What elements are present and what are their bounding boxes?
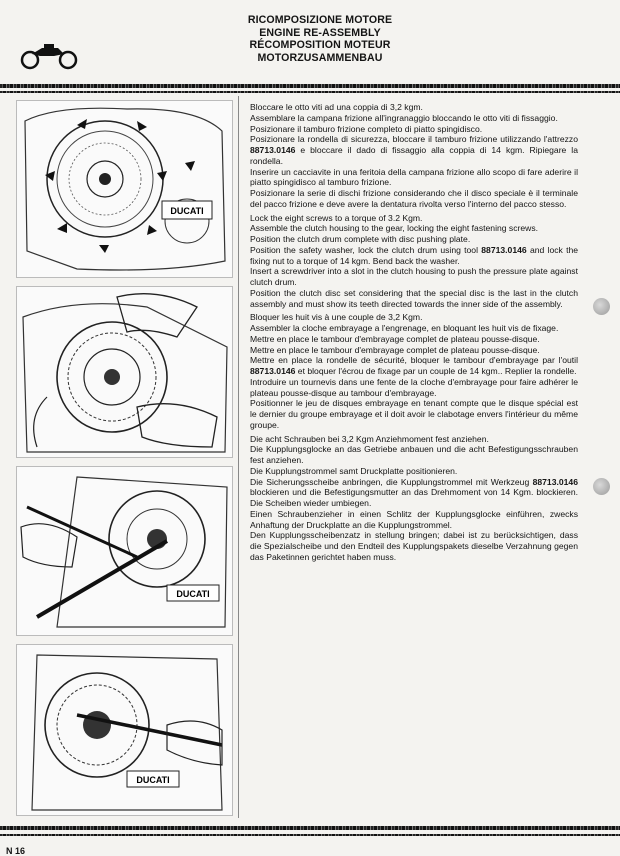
- figure-1-brand-label: DUCATI: [170, 206, 204, 216]
- tool-number: 88713.0146: [250, 145, 296, 155]
- motorcycle-logo: [18, 40, 80, 70]
- figure-clutch-housing-screws: [16, 100, 233, 278]
- de-line-1: Die acht Schrauben bei 3,2 Kgm Anziehmoment fest anziehen.: [250, 433, 489, 444]
- binder-hole: [593, 298, 610, 315]
- it-line-4: Posizionare la rondella di sicurezza, bloccare il tamburo frizione utilizzando l'attrezzo 88713.0146 e bloccare il dado di fissaggio alla coppia di 14 kgm. Ripiegare la rondella.: [250, 134, 579, 166]
- fr-line-4: Mettre en place le tambour d'embrayage complet de plateau pousse-disque.: [250, 344, 540, 355]
- section-german: [250, 434, 578, 563]
- de-line-2: Die Kupplungsglocke an das Getriebe anbauen und die acht Befestigungsschrauben fest anziehen.: [250, 444, 578, 465]
- page-number: N 16: [6, 846, 26, 856]
- section-french: [250, 312, 578, 430]
- en-line-5: Insert a screwdriver into a slot in the clutch housing to push the pressure plate against clutch drum.: [250, 266, 578, 287]
- it-line-2: Assemblare la campana frizione all'ingranaggio bloccando le otto viti di fissaggio.: [250, 112, 558, 123]
- footer-rule-thin: [0, 834, 620, 836]
- de-line-4: Die Sicherungsscheibe anbringen, die Kupplungstrommel mit Werkzeug 88713.0146 blockieren und die Befestigungsmutter an das Drehmoment von 14 Kgm. blockieren. Die Scheiben wieder umbiegen.: [250, 476, 578, 508]
- title-english: ENGINE RE-ASSEMBLY: [259, 26, 381, 39]
- en-line-2: Assemble the clutch housing to the gear, locking the eight fastening screws.: [250, 223, 539, 234]
- de-line-6: Den Kupplungsscheibenzatz in stellung bringen; dabei ist zu berücksichtigen, dass die Spezialscheibe und den Endteil des Kupplungspakets dieselbe Verzahnung gegen das Paketinnen gerichtet haben muss.: [250, 530, 578, 562]
- it-line-6: Posizionare la serie di dischi frizione considerando che il disco speciale è il terminale del pacco frizione e deve avere la dentatura rivolta verso l'interno del pacco stesso.: [250, 188, 578, 209]
- figure-screwdriver-slot: [16, 644, 233, 816]
- figure-tool-lock-drum: [16, 466, 233, 636]
- title-italian: RICOMPOSIZIONE MOTORE: [247, 14, 393, 26]
- tool-number: 88713.0146: [532, 476, 578, 487]
- title-german: MOTORZUSAMMENBAU: [257, 51, 383, 64]
- de-line-3: Die Kupplungstrommel samt Druckplatte positionieren.: [250, 465, 458, 476]
- de-line-5: Einen Schraubenzieher in einen Schlitz der Kupplungsglocke einführen, zwecks Anhaftung der Druckplatte an die Kupplungstrommel.: [250, 508, 578, 530]
- page-header: [190, 14, 450, 64]
- en-line-1: Lock the eight screws to a torque of 3.2 Kgm.: [250, 212, 423, 223]
- header-rule-thin: [0, 91, 620, 93]
- footer-rule: [0, 826, 620, 830]
- figure-clutch-drum-installation: [16, 286, 233, 458]
- fr-line-1: Bloquer les huit vis à une couple de 3,2 Kgm.: [250, 312, 423, 323]
- tool-number: 88713.0146: [250, 366, 296, 376]
- en-line-3: Position the clutch drum complete with disc pushing plate.: [250, 234, 471, 244]
- instructions-column: [250, 102, 578, 566]
- it-line-1: Bloccare le otto viti ad una coppia di 3,2 kgm.: [250, 102, 423, 112]
- figure-3-brand-label: DUCATI: [176, 589, 210, 599]
- fr-line-7: Positionner le jeu de disques embrayage en tenant compte que le disque spécial est le dernier du groupe embrayage et il doit avoir le clabotage envers l'intérieur du même groupe.: [250, 398, 578, 430]
- header-rule: [0, 84, 620, 88]
- section-italian: [250, 102, 578, 210]
- fr-line-5: Mettre en place la rondelle de sécurité, bloquer le tambour d'embrayage par l'outil 88713.0146 et bloquer l'écrou de fixage par un couple de 14 kgm.. Replier la rondelle.: [250, 355, 578, 376]
- column-divider: [238, 96, 239, 818]
- fr-line-2: Assembler la cloche embrayage a l'engrenage, en bloquant les huit vis de fixage.: [250, 323, 559, 333]
- fr-line-3: Mettre en place le tambour d'embrayage complet de plateau pousse-disque.: [250, 333, 540, 344]
- tool-number: 88713.0146: [481, 244, 527, 255]
- title-french: RÉCOMPOSITION MOTEUR: [249, 39, 391, 52]
- section-english: [250, 213, 578, 310]
- binder-hole: [593, 478, 610, 495]
- it-line-5: Inserire un cacciavite in una feritoia della campana frizione allo scopo di fare aderire il piatto spingidisco al tamburo frizione.: [250, 166, 578, 188]
- en-line-6: Position the clutch disc set considering that the special disc is the last in the clutch assembly and must show its teeth directed towards the inner side of the assembly.: [250, 287, 578, 309]
- fr-line-6: Introduire un tournevis dans une fente de la cloche d'embrayage pour faire adhérer le plateau pousse-disque au tambour d'embrayage.: [250, 376, 578, 398]
- figure-4-brand-label: DUCATI: [136, 775, 170, 785]
- en-line-4: Position the safety washer, lock the clutch drum using tool 88713.0146 and lock the fixing nut to a torque of 14 kgm. Bend back the washer.: [250, 244, 579, 266]
- it-line-3: Posizionare il tamburo frizione completo di piatto spingidisco.: [250, 123, 483, 134]
